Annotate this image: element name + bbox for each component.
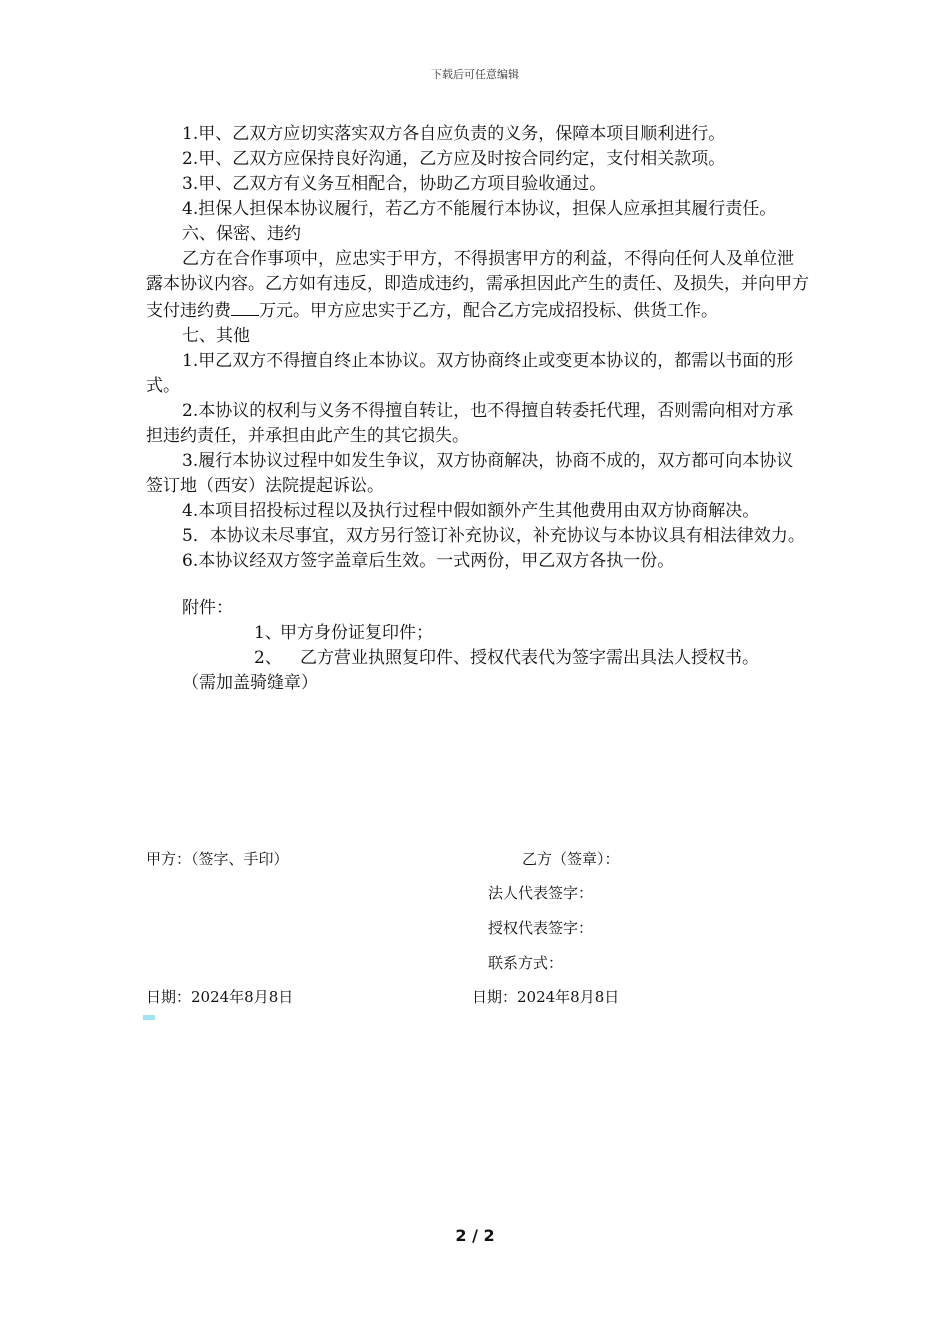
other-clause-1: 1.甲乙双方不得擅自终止本协议。双方协商终止或变更本协议的，都需以书面的形式。 — [146, 351, 794, 396]
page-number: 2 / 2 — [455, 1226, 495, 1245]
spacer — [146, 574, 810, 596]
other-clause-5: 5．本协议未尽事宜，双方另行签订补充协议，补充协议与本协议具有相法律效力。 — [182, 526, 805, 546]
cursor-marker — [143, 1015, 155, 1020]
attachment-item-1 — [146, 621, 810, 646]
clause-3: 3.甲、乙双方有义务互相配合，协助乙方项目验收通过。 — [182, 174, 607, 194]
attachment-note: （需加盖骑缝章） — [182, 673, 318, 693]
other-clause-4: 4.本项目招投标过程以及执行过程中假如额外产生其他费用由双方协商解决。 — [182, 501, 760, 521]
confidentiality-clause — [146, 247, 810, 324]
attachment-item-2 — [146, 646, 810, 671]
attachment-text: 甲方身份证复印件； — [280, 623, 433, 643]
party-a-signature-label: 甲方：（签字、手印） — [146, 850, 289, 868]
other-clause-3: 3.履行本协议过程中如发生争议，双方协商解决，协商不成的，双方都可向本协议签订地（西安）法院提起诉讼。 — [146, 451, 794, 496]
agreement-body — [146, 122, 810, 696]
attachments-title: 附件： — [182, 598, 233, 618]
authorized-rep-signature-label: 授权代表签字： — [488, 919, 594, 937]
confidentiality-text-after: 万元。甲方应忠实于乙方，配合乙方完成招投标、供货工作。 — [259, 301, 718, 321]
penalty-amount-blank — [231, 297, 259, 316]
party-b-seal-label: 乙方（签章）： — [522, 850, 620, 868]
attachment-number: 1、 — [254, 623, 282, 643]
party-a-date: 日期：2024年8月8日 — [146, 988, 294, 1006]
clause-1: 1.甲、乙双方应切实落实双方各自应负责的义务，保障本项目顺利进行。 — [182, 124, 726, 144]
section-heading-confidentiality: 六、保密、违约 — [182, 224, 301, 244]
section-heading-other: 七、其他 — [182, 326, 250, 346]
clause-2: 2.甲、乙双方应保持良好沟通，乙方应及时按合同约定，支付相关款项。 — [182, 149, 726, 169]
contact-label: 联系方式： — [488, 954, 564, 972]
legal-rep-signature-label: 法人代表签字： — [488, 884, 594, 902]
page-header: 下载后可任意编辑 — [431, 68, 519, 81]
party-b-date: 日期：2024年8月8日 — [472, 988, 620, 1006]
attachment-number: 2、 — [254, 648, 282, 668]
confidentiality-text-before: 乙方在合作事项中，应忠实于甲方，不得损害甲方的利益，不得向任何人及单位泄露本协议内容。乙方如有违反，即造成违约，需承担因此产生的责任、及损失，并向甲方支付违约费 — [146, 249, 809, 321]
attachment-text: 乙方营业执照复印件、授权代表代为签字需出具法人授权书。 — [300, 648, 759, 668]
other-clause-6: 6.本协议经双方签字盖章后生效。一式两份，甲乙双方各执一份。 — [182, 551, 675, 571]
other-clause-2: 2.本协议的权利与义务不得擅自转让，也不得擅自转委托代理，否则需向相对方承担违约责任，并承担由此产生的其它损失。 — [146, 401, 794, 446]
clause-4: 4.担保人担保本协议履行，若乙方不能履行本协议，担保人应承担其履行责任。 — [182, 199, 777, 219]
